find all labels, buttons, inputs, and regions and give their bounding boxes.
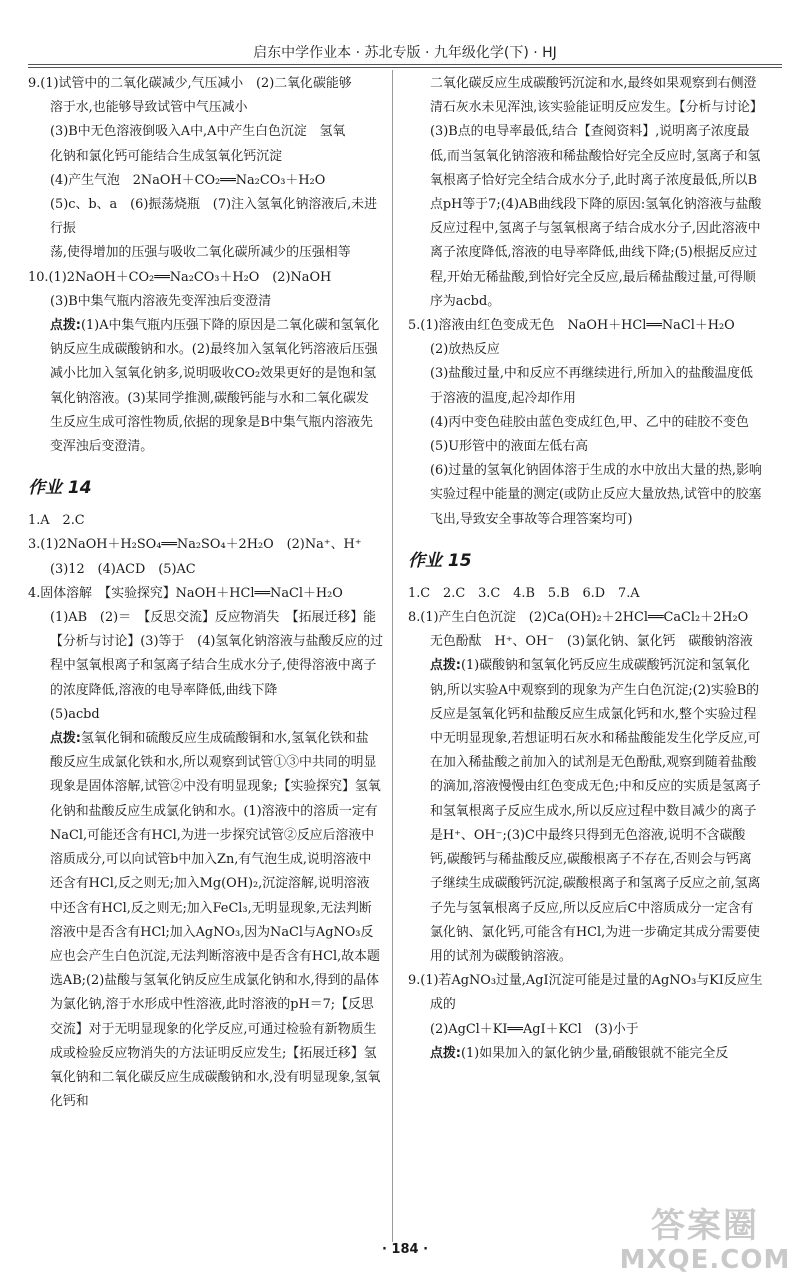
answer-line: (6)过量的氢氧化钠固体溶于生成的水中放出大量的热,影响实验过程中能量的测定(或防止反应大量放热,试管中的胶塞飞出,导致安全事故等合理答案均可) (430, 463, 762, 527)
header-rule (28, 64, 782, 68)
hint-paragraph (28, 727, 383, 1114)
answer-line: (4)产生气泡 2NaOH＋CO₂══Na₂CO₃＋H₂O (50, 172, 326, 188)
left-column (28, 72, 383, 1114)
hint-label: 点拨: (50, 731, 81, 747)
answer-line: (3)12 (4)ACD (5)AC (50, 561, 196, 577)
answer-line: 溶于水,也能够导致试管中气压减小 (50, 100, 248, 116)
answer-line: 荡,使得增加的压强与吸收二氧化碳所减少的压强相等 (50, 245, 351, 261)
answer-item: 5.(1)溶液由红色变成无色 NaOH＋HCl══NaCl＋H₂O (408, 318, 735, 334)
answer-item: 3.(1)2NaOH＋H₂SO₄══Na₂SO₄＋2H₂O (2)Na⁺、H⁺ (28, 537, 362, 553)
section-heading: 作业 15 (408, 550, 472, 571)
answer-item: 10.(1)2NaOH＋CO₂══Na₂CO₃＋H₂O (2)NaOH (28, 269, 332, 285)
hint-text: (1)碳酸钠和氢氧化钙反应生成碳酸钙沉淀和氢氧化钠,所以实验A中观察到的现象为产生白色沉淀;(2)实验B的反应是氢氧化钙和盐酸反应生成氯化钙和水,整个实验过程中无明显现象,若想证明石灰水和稀盐酸能发生化学反应,可在加入稀盐酸之前加入的试剂是无色酚酞,观察到随着盐酸的滴加,溶液慢慢由红色变成无色;中和反应的实质是氢离子和氢氧根离子反应生成水,所以反应过程中数目减少的离子是H⁺、OH⁻;(3)C中最终只得到无色溶液,说明不含碳酸钙,碳酸钙与稀盐酸反应,碳酸根离子不存在,否则会与钙离子继续生成碳酸钙沉淀,碳酸根离子和氢离子反应之前,氢离子先与氢氧根离子反应,所以反应后C中溶质成分一定含有氯化钠、氯化钙,可能含有HCl,为进一步确定其成分需要使用的试剂为碳酸钠溶液。 (430, 658, 761, 964)
page-header: 启东中学作业本 · 苏北专版 · 九年级化学(下) · HJ (253, 45, 557, 61)
hint-label: 点拨: (430, 658, 461, 674)
answer-line: (3)B中无色溶液倒吸入A中,A中产生白色沉淀 氢氧 (50, 124, 346, 140)
answer-line: (2)放热反应 (430, 342, 500, 358)
right-column (408, 72, 763, 1066)
answer-line: (1)AB (2)＝ 【反思交流】反应物消失 【拓展迁移】能 (50, 610, 376, 626)
answer-line: 二氧化碳反应生成碳酸钙沉淀和水,最终如果观察到右侧澄清石灰水未见浑浊,该实验能证明反应发生。【分析与讨论】(3)B点的电导率最低,结合【查阅资料】,说明离子浓度最低,而当氢氧化钠溶液和稀盐酸恰好完全反应时,氢离子和氢氧根离子恰好完全结合成水分子,此时离子浓度最低,所以B点pH等于7;(4)AB曲线段下降的原因:氢氧化钠溶液与盐酸反应过程中,氢离子与氢氧根离子结合成水分子,因此溶液中离子浓度降低,溶液的电导率降低,曲线下降;(5)根据反应过程,开始无稀盐酸,到恰好完全反应,最后稀盐酸过量,可得顺序为acbd。 (430, 76, 763, 309)
answer-item: 1.C 2.C 3.C 4.B 5.B 6.D 7.A (408, 585, 640, 601)
answer-item: 8.(1)产生白色沉淀 (2)Ca(OH)₂＋2HCl══CaCl₂＋2H₂O (408, 610, 749, 626)
answer-line: (5)U形管中的液面左低右高 (430, 439, 589, 455)
answer-line: (3)盐酸过量,中和反应不再继续进行,所加入的盐酸温度低于溶液的温度,起冷却作用 (430, 366, 753, 406)
answer-line: (2)AgCl＋KI══AgI＋KCl (3)小于 (430, 1021, 639, 1037)
hint-text: 氢氧化铜和硫酸反应生成硫酸铜和水,氢氧化铁和盐酸反应生成氯化铁和水,所以观察到试管①③中共同的明显现象是固体溶解,试管②中没有明显现象;【实验探究】氢氧化钠和盐酸反应生成氯化钠和水。(1)溶液中的溶质一定有NaCl,可能还含有HCl,为进一步探究试管②反应后溶液中溶质成分,可以向试管b中加入Zn,有气泡生成,说明溶液中还含有HCl,反之则无;加入Mg(OH)₂,沉淀溶解,说明溶液中还含有HCl,反之则无;加入FeCl₃,无明显现象,无法判断溶液中是否含有HCl;加入AgNO₃,因为NaCl与AgNO₃反应也会产生白色沉淀,无法判断溶液中是否含有HCl,故本题选AB;(2)盐酸与氢氧化钠反应生成氯化钠和水,得到的晶体为氯化钠,溶于水形成中性溶液,此时溶液的pH＝7;【反思交流】对于无明显现象的化学反应,可通过检验有新物质生成或检验反应物消失的方法证明反应发生;【拓展迁移】氢氧化钠和二氧化碳反应生成碳酸钠和水,没有明显现象,氢氧化钙和 (50, 731, 381, 1110)
page-number: · 184 · (381, 1242, 429, 1257)
answer-line: (5)acbd (50, 706, 100, 722)
watermark-line2: MXQE.COM (619, 1245, 791, 1275)
hint-paragraph (28, 314, 383, 459)
hint-paragraph (408, 654, 763, 969)
hint-text: (1)A中集气瓶内压强下降的原因是二氧化碳和氢氧化钠反应生成碳酸钠和水。(2)最终加入氢氧化钙溶液后压强减小比加入氢氧化钠多,说明吸收CO₂效果更好的是饱和氢氧化钠溶液。(3)某同学推测,碳酸钙能与水和二氧化碳发生反应生成可溶性物质,依据的现象是B中集气瓶内溶液先变浑浊后变澄清。 (50, 318, 380, 455)
answer-line: (3)B中集气瓶内溶液先变浑浊后变澄清 (50, 293, 272, 309)
hint-paragraph (408, 1042, 763, 1066)
hint-text: (1)如果加入的氯化钠少量,硝酸银就不能完全反 (460, 1045, 729, 1061)
column-divider (392, 70, 393, 1242)
hint-label: 点拨: (430, 1045, 461, 1061)
answer-line: 无色酚酞 H⁺、OH⁻ (3)氯化钠、氯化钙 碳酸钠溶液 (430, 634, 753, 650)
answer-line: 化钠和氯化钙可能结合生成氢氧化钙沉淀 (50, 148, 283, 164)
answer-item: 9.(1)若AgNO₃过量,AgI沉淀可能是过量的AgNO₃与KI反应生成的 (408, 973, 763, 1013)
hint-label: 点拨: (50, 318, 81, 334)
section-heading: 作业 14 (28, 478, 92, 499)
answer-item: 1.A 2.C (28, 513, 85, 529)
answer-item: 4.固体溶解 【实验探究】NaOH＋HCl══NaCl＋H₂O (28, 585, 343, 601)
answer-line: 【分析与讨论】(3)等于 (4)氢氧化钠溶液与盐酸反应的过程中氢氧根离子和氢离子结合生成水分子,使得溶液中离子的浓度降低,溶液的电导率降低,曲线下降 (50, 634, 384, 698)
answer-item: 9.(1)试管中的二氧化碳减少,气压减小 (2)二氧化碳能够 (28, 76, 352, 91)
answer-line: (4)丙中变色硅胶由蓝色变成红色,甲、乙中的硅胶不变色 (430, 414, 749, 430)
watermark-line1: 答案圈 (651, 1206, 759, 1246)
watermark-logo (610, 1206, 800, 1276)
answer-line: (5)c、b、a (6)振荡烧瓶 (7)注入氢氧化钠溶液后,未进行振 (50, 197, 377, 237)
